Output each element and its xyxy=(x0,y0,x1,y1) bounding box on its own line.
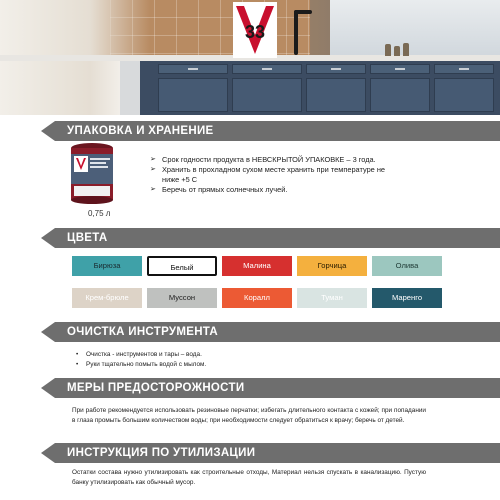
faucet-spout xyxy=(294,10,312,14)
list-item: • Очистка - инструментов и тары – вода. xyxy=(76,350,206,360)
v33-logo xyxy=(233,2,277,58)
can-size-label: 0,75 л xyxy=(88,209,111,218)
precautions-text: При работе рекомендуется использовать резиновые перчатки; избегать длительного контакта с кожей; при попадании в глаза промыть большим количеством воды; при необходимости следует обратиться к врачу; беречь от детей. xyxy=(72,407,426,424)
color-swatch-tuman: Туман xyxy=(297,288,367,308)
section-title: ИНСТРУКЦИЯ ПО УТИЛИЗАЦИИ xyxy=(67,447,256,459)
color-swatch-oliva: Олива xyxy=(372,256,442,276)
logo-text: 33 xyxy=(244,22,266,42)
list-item: • Руки тщательно помыть водой с мылом. xyxy=(76,360,206,370)
cabinet-handle xyxy=(395,68,405,70)
color-swatch-bely: Белый xyxy=(147,256,217,276)
section-header-disposal xyxy=(55,443,500,463)
color-swatch-krem-bryule: Крем-брюле xyxy=(72,288,142,308)
bottles xyxy=(385,42,425,56)
color-swatch-korall: Коралл xyxy=(222,288,292,308)
color-swatch-biryuza: Бирюза xyxy=(72,256,142,276)
section-title: УПАКОВКА И ХРАНЕНИЕ xyxy=(67,125,214,137)
cabinet-door xyxy=(434,78,494,112)
section-title: ОЧИСТКА ИНСТРУМЕНТА xyxy=(67,326,218,338)
list-item: ➢ Беречь от прямых солнечных лучей. xyxy=(150,185,395,195)
cabinet-handle xyxy=(262,68,272,70)
cabinet-handle xyxy=(459,68,469,70)
hero-kitchen-photo xyxy=(0,0,500,115)
cabinet-door xyxy=(306,78,366,112)
cabinet-door xyxy=(370,78,430,112)
color-swatch-malina: Малина xyxy=(222,256,292,276)
color-swatch-marengo: Маренго xyxy=(372,288,442,308)
paint-can-image xyxy=(70,142,114,205)
color-swatch-musson: Муссон xyxy=(147,288,217,308)
list-item: ➢ Хранить в прохладном сухом месте хранить при температуре не ниже +5 С xyxy=(150,165,395,185)
cabinet-door xyxy=(158,78,228,112)
cabinet-handle xyxy=(188,68,198,70)
cabinet-door xyxy=(232,78,302,112)
faucet xyxy=(294,10,298,55)
cabinet-handle xyxy=(331,68,341,70)
packaging-info-list xyxy=(150,155,395,195)
section-header-cleaning xyxy=(55,322,500,342)
section-header-colors xyxy=(55,228,500,248)
section-title: МЕРЫ ПРЕДОСТОРОЖНОСТИ xyxy=(67,382,245,394)
list-item: ➢ Срок годности продукта в НЕВСКРЫТОЙ УПАКОВКЕ – 3 года. xyxy=(150,155,395,165)
cleaning-list xyxy=(76,350,206,370)
color-swatch-gorchitsa: Горчица xyxy=(297,256,367,276)
section-title: ЦВЕТА xyxy=(67,232,108,244)
section-header-packaging xyxy=(55,121,500,141)
disposal-text: Остатки состава нужно утилизировать как строительные отходы, Материал нельзя спускать в канализацию. Пустую банку утилизировать как обычный мусор. xyxy=(72,469,426,486)
section-header-precautions xyxy=(55,378,500,398)
